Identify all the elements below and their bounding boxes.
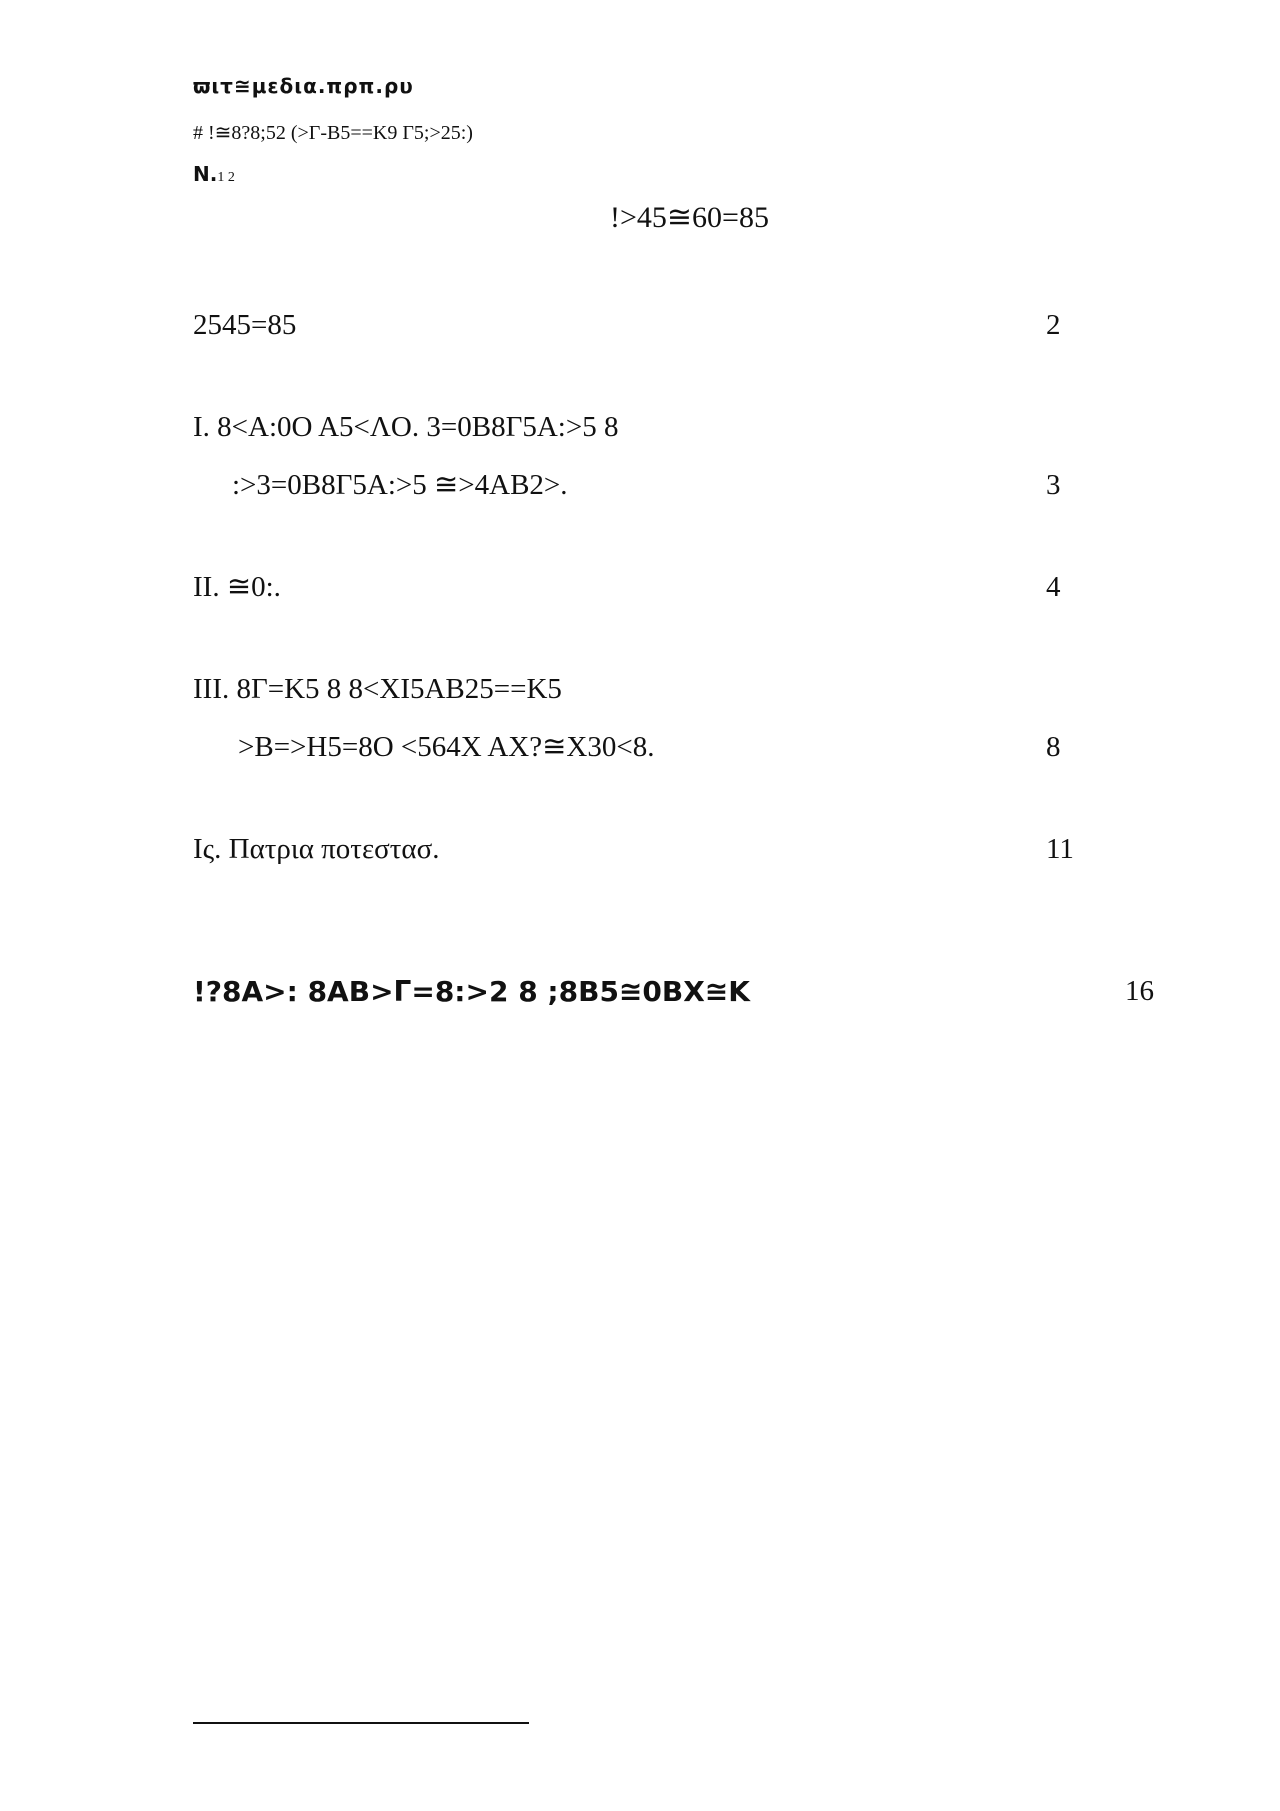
header-site-name: ϖιτ≅μεδια.πρπ.ρυ <box>193 74 414 98</box>
toc-entry-chapter-1 <box>193 398 1093 514</box>
toc-entry-label: I. 8<A:0O A5<ΛO. 3=0B8Γ5A:>5 8 <box>193 411 619 443</box>
toc-entry-label: 2545=85 <box>193 309 297 341</box>
toc-entry-label: II. ≅0:. <box>193 571 281 603</box>
toc-entry-page: 4 <box>1046 571 1061 603</box>
toc-entry-bibliography-page: 16 <box>1125 975 1154 1007</box>
toc-entry-label: III. 8Γ=K5 8 8<XI5AB25==K5 <box>193 673 562 705</box>
contents-title: !>45≅60=85 <box>610 201 769 234</box>
toc-entry-bibliography: !?8A>: 8AB>Γ=8:>2 8 ;8B5≅0BX≅K <box>193 975 750 1008</box>
toc-entry-page: 3 <box>1046 469 1061 501</box>
toc-entry-label-continued: >B=>H5=8O <564X AX?≅X30<8. <box>238 731 655 763</box>
toc-entry-chapter-4 <box>193 820 1093 878</box>
toc-entry-chapter-2 <box>193 558 1093 616</box>
toc-entry-label: Iς. Πατρια ποτεστασ. <box>193 833 440 865</box>
toc-entry-page: 2 <box>1046 309 1061 341</box>
header-code <box>193 162 235 187</box>
toc-entry-chapter-3 <box>193 660 1093 776</box>
toc-entry-page: 11 <box>1046 833 1074 865</box>
header-code-suffix: 1 2 <box>217 170 235 185</box>
footnote-divider <box>193 1722 529 1724</box>
header-code-prefix: N. <box>193 162 218 186</box>
toc-entry-introduction <box>193 296 1093 354</box>
toc-entry-page: 8 <box>1046 731 1061 763</box>
header-author-line: # !≅8?8;52 (>Γ-B5==K9 Γ5;>25:) <box>193 122 473 144</box>
toc-entry-label-continued: :>3=0B8Γ5A:>5 ≅>4AB2>. <box>232 469 568 501</box>
